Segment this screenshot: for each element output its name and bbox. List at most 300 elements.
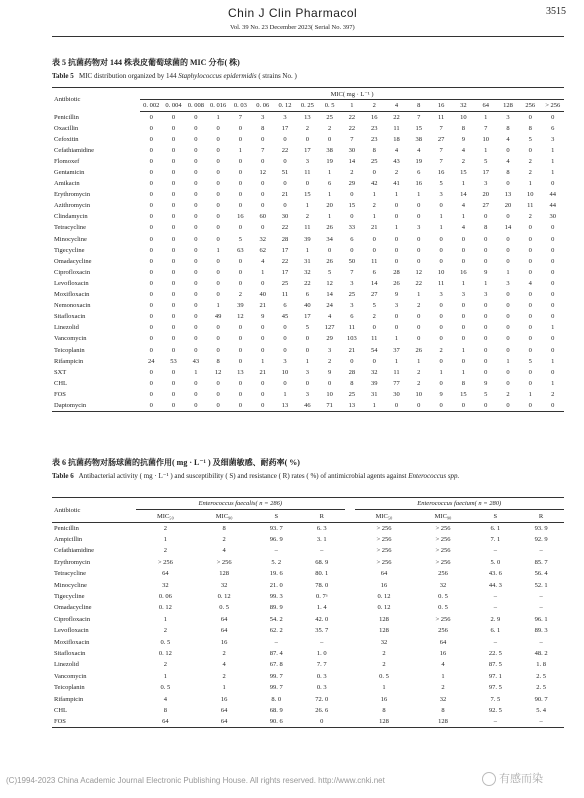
table-cell: 22 bbox=[281, 257, 289, 265]
table-cell: 0 bbox=[528, 313, 532, 321]
antibiotic-name: Minocycline bbox=[54, 235, 87, 243]
table-cell: 97. 1 bbox=[488, 672, 502, 680]
table-cell: 0 bbox=[261, 191, 265, 199]
table-cell: 0. 12 bbox=[377, 604, 391, 612]
table-cell: 0 bbox=[484, 235, 488, 243]
table-cell: 0 bbox=[238, 268, 243, 276]
table-cell: 2 bbox=[327, 124, 332, 132]
table-cell: 17 bbox=[281, 246, 289, 254]
table-cell: 64 bbox=[195, 716, 254, 727]
table-cell: 44 bbox=[549, 191, 556, 199]
table-cell: 18 bbox=[393, 135, 400, 143]
table-cell: 1 bbox=[461, 213, 466, 221]
table-cell: 87. 4 bbox=[269, 649, 283, 657]
antibiotic-name: FOS bbox=[54, 390, 66, 398]
table-cell: 6 bbox=[417, 169, 421, 177]
table-row bbox=[52, 523, 564, 534]
table-cell: 2. 5 bbox=[536, 684, 546, 692]
table-row bbox=[52, 534, 564, 545]
table-cell: 0 bbox=[551, 257, 555, 265]
table-cell: 17 bbox=[482, 169, 489, 177]
table-cell: 96. 1 bbox=[534, 615, 548, 623]
table-cell: 1 bbox=[327, 169, 332, 177]
table-cell: 0 bbox=[417, 246, 421, 254]
antibiotic-name: Vancomycin bbox=[54, 672, 87, 680]
table-cell: 9 bbox=[484, 379, 488, 387]
table-cell: > 256 bbox=[435, 558, 451, 566]
table5-caption-en bbox=[52, 71, 564, 81]
table-cell: 0. 5 bbox=[438, 604, 448, 612]
table-cell: 8 bbox=[216, 357, 220, 365]
table-cell: 0 bbox=[528, 291, 532, 299]
table-cell: 0 bbox=[305, 180, 309, 188]
table-cell: 78. 0 bbox=[315, 581, 329, 589]
table-cell: 85. 7 bbox=[534, 558, 548, 566]
table-cell: 1 bbox=[551, 379, 555, 387]
table-cell: 35. 7 bbox=[315, 627, 329, 635]
table-cell: 11 bbox=[393, 368, 400, 376]
table-cell: > 256 bbox=[376, 536, 392, 544]
table-cell: 64 bbox=[136, 716, 195, 727]
table-cell: 49 bbox=[214, 313, 222, 321]
table-cell: 12 bbox=[259, 169, 266, 177]
antibiotic-name: Cefathiamidine bbox=[54, 146, 95, 154]
table-cell: 0 bbox=[497, 400, 519, 411]
copyright-footer: (C)1994-2023 China Academic Journal Electronic Publishing House. All rights reserved. http://www.cnki.net bbox=[6, 776, 385, 785]
table-cell: 0 bbox=[461, 357, 466, 365]
antibiotic-name: Ampicillin bbox=[54, 536, 83, 544]
table-cell: 38 bbox=[415, 135, 423, 143]
table-cell: 0 bbox=[417, 235, 421, 243]
table-cell: 1 bbox=[484, 146, 488, 154]
table-cell: 39 bbox=[304, 235, 311, 243]
table-cell: 0 bbox=[484, 302, 488, 310]
table-cell: 89. 3 bbox=[534, 627, 548, 635]
table-cell: 0 bbox=[216, 202, 220, 210]
table-cell: 0 bbox=[551, 246, 555, 254]
table-cell: 4 bbox=[394, 146, 399, 154]
table-cell: 0. 5 bbox=[438, 593, 448, 601]
table-cell: 1 bbox=[461, 368, 466, 376]
table-cell: 0 bbox=[149, 313, 153, 321]
table-cell: 11 bbox=[304, 224, 311, 232]
table-cell: 4 bbox=[222, 661, 226, 669]
table5-mic-col: 8 bbox=[408, 100, 430, 112]
table6-subcol: MIC₅₀ bbox=[136, 510, 195, 523]
table-cell: 8 bbox=[441, 706, 445, 714]
table-cell: – bbox=[518, 716, 564, 727]
table5-label: Table 5 bbox=[52, 72, 74, 80]
table-cell: 7 bbox=[350, 268, 354, 276]
table-row bbox=[52, 145, 564, 156]
table-cell: 1 bbox=[506, 268, 510, 276]
table-cell: 12 bbox=[237, 313, 244, 321]
table-cell: 0 bbox=[394, 202, 399, 210]
table-cell: 10 bbox=[460, 113, 467, 121]
table-cell: 0 bbox=[305, 379, 309, 387]
table-row bbox=[52, 156, 564, 167]
table5-mic-col: 0. 004 bbox=[162, 100, 184, 112]
table-cell: 0 bbox=[194, 246, 198, 254]
table-cell: 40 bbox=[259, 291, 266, 299]
table6-caption-cn: 表 6 抗菌药物对肠球菌的抗菌作用( mg · L⁻¹ ) 及细菌敏感、耐药率( %) bbox=[52, 458, 300, 467]
table-cell: – bbox=[320, 638, 324, 646]
table-cell: 52. 1 bbox=[534, 581, 548, 589]
antibiotic-name: Amikacin bbox=[54, 180, 80, 188]
table-row bbox=[52, 693, 564, 704]
table-cell: 0 bbox=[528, 257, 532, 265]
table-cell: 9 bbox=[327, 368, 332, 376]
table-row bbox=[52, 167, 564, 178]
table-cell: 2 bbox=[163, 524, 168, 532]
table-cell: 0 bbox=[194, 279, 198, 287]
table-cell: 32 bbox=[259, 235, 266, 243]
table6-subcol: R bbox=[518, 510, 564, 523]
table-row bbox=[52, 356, 564, 367]
table-cell: 27 bbox=[370, 291, 378, 299]
table-cell: 0 bbox=[216, 291, 220, 299]
table-cell: 0 bbox=[439, 379, 443, 387]
table5-caption-text: MIC distribution organized by 144 bbox=[78, 72, 177, 80]
table-cell: 128 bbox=[219, 570, 230, 578]
antibiotic-name: Ciprofloxacin bbox=[54, 615, 91, 623]
table-cell: > 256 bbox=[435, 615, 451, 623]
table-cell: 0 bbox=[261, 324, 265, 332]
table-row bbox=[52, 636, 564, 647]
table-cell: 1 bbox=[216, 113, 220, 121]
table-cell: 9 bbox=[461, 135, 466, 143]
table-cell: 0 bbox=[283, 346, 287, 354]
table5-col-antibiotic: Antibiotic bbox=[52, 88, 140, 112]
table-cell: 11 bbox=[281, 291, 289, 299]
table-cell: 31 bbox=[370, 390, 378, 398]
table-cell: 1 bbox=[238, 146, 243, 154]
table-cell: 14 bbox=[504, 224, 512, 232]
table-cell: 26 bbox=[326, 224, 333, 232]
table-cell: 0 bbox=[149, 135, 153, 143]
table-cell: 0 bbox=[484, 346, 488, 354]
antibiotic-name: Tetracycline bbox=[54, 224, 87, 232]
table-cell: 0 bbox=[283, 324, 287, 332]
table-cell: 0 bbox=[372, 246, 376, 254]
table-cell: 0 bbox=[194, 390, 198, 398]
table-cell: 256 bbox=[438, 570, 448, 578]
table-cell: 0 bbox=[417, 202, 421, 210]
table-cell: 0. 5 bbox=[379, 672, 389, 680]
antibiotic-name: Omadacycline bbox=[54, 257, 92, 265]
table-cell: 0 bbox=[171, 135, 176, 143]
table-cell: 0 bbox=[216, 346, 220, 354]
table-cell: 6. 1 bbox=[490, 627, 501, 635]
table-cell: 17 bbox=[281, 124, 289, 132]
table-cell: 0 bbox=[350, 246, 354, 254]
table-cell: 30 bbox=[549, 213, 556, 221]
antibiotic-name: Daptomycin bbox=[52, 400, 140, 411]
table-cell: 0 bbox=[149, 169, 153, 177]
table-cell: 2 bbox=[222, 672, 226, 680]
table-cell: 5 bbox=[484, 390, 488, 398]
table-cell: 0 bbox=[261, 379, 265, 387]
table-cell: 0 bbox=[171, 157, 176, 165]
table-cell: 60 bbox=[259, 213, 266, 221]
table-cell: 0. 12 bbox=[158, 604, 172, 612]
antibiotic-name: Erythromycin bbox=[54, 558, 91, 566]
table-cell: 0 bbox=[283, 335, 287, 343]
table-cell: 0 bbox=[238, 257, 243, 265]
table-cell: 0. 12 bbox=[377, 593, 391, 601]
table6-subcol: S bbox=[473, 510, 519, 523]
table-cell: 16 bbox=[370, 113, 378, 121]
table-cell: 13 bbox=[504, 191, 512, 199]
table-cell: 2 bbox=[551, 390, 555, 398]
antibiotic-name: Gentamicin bbox=[54, 169, 85, 177]
table-cell: 3. 1 bbox=[316, 536, 327, 544]
table-cell: 71 bbox=[318, 400, 340, 411]
table-cell: 0 bbox=[506, 180, 510, 188]
table-cell: 2 bbox=[327, 357, 332, 365]
table-cell: 3 bbox=[484, 291, 488, 299]
table-cell: 8 bbox=[222, 524, 226, 532]
table-cell: 0 bbox=[261, 224, 265, 232]
table-cell: 27 bbox=[482, 202, 489, 210]
table-cell: 0 bbox=[252, 400, 274, 411]
antibiotic-name: Cefathiamidine bbox=[54, 547, 95, 555]
table-cell: 20 bbox=[326, 202, 333, 210]
table-cell: 2 bbox=[222, 536, 226, 544]
table-cell: 12 bbox=[415, 268, 423, 276]
table-cell: 2 bbox=[163, 661, 168, 669]
table-cell: 0 bbox=[238, 279, 243, 287]
table-cell: 1. 8 bbox=[536, 661, 546, 669]
table-cell: 11 bbox=[393, 124, 400, 132]
table5-caption-cn: 表 5 抗菌药物对 144 株表皮葡萄球菌的 MIC 分布( 株) bbox=[52, 58, 240, 67]
table-cell: 0 bbox=[506, 302, 510, 310]
table-cell: 0. 5 bbox=[160, 684, 171, 692]
table-cell: 23 bbox=[370, 135, 378, 143]
table-cell: 0 bbox=[551, 313, 555, 321]
table-cell: 0 bbox=[394, 235, 399, 243]
table-cell: 0 bbox=[417, 257, 421, 265]
table-cell: > 256 bbox=[376, 558, 392, 566]
table-cell: 0 bbox=[417, 213, 421, 221]
table-cell: 15 bbox=[460, 169, 467, 177]
table-cell: 0 bbox=[506, 313, 510, 321]
table-cell: 4 bbox=[461, 224, 466, 232]
table-cell: 46 bbox=[296, 400, 318, 411]
table-cell: 1 bbox=[382, 684, 386, 692]
table-cell: 10 bbox=[482, 135, 489, 143]
table-cell: 28 bbox=[393, 268, 400, 276]
table-cell: 0 bbox=[385, 400, 407, 411]
table-cell: 1 bbox=[163, 536, 168, 544]
table-cell: 21 bbox=[281, 191, 289, 199]
table-cell: 9 bbox=[394, 291, 399, 299]
table-cell: 1 bbox=[305, 202, 309, 210]
table-cell: 43 bbox=[192, 357, 200, 365]
table-cell: 92. 9 bbox=[534, 536, 548, 544]
table-cell: 27 bbox=[437, 135, 445, 143]
table-cell: 54. 2 bbox=[269, 615, 283, 623]
table-cell: – bbox=[493, 638, 497, 646]
table-cell: 5 bbox=[528, 357, 532, 365]
table-cell: 1 bbox=[551, 169, 555, 177]
table-cell: 87. 5 bbox=[488, 661, 502, 669]
table-cell: 0 bbox=[216, 268, 220, 276]
table-row bbox=[52, 545, 564, 556]
table-cell: 0 bbox=[216, 146, 220, 154]
table-cell: 1 bbox=[461, 346, 466, 354]
table-cell: 0 bbox=[305, 135, 309, 143]
table-cell: 0 bbox=[417, 324, 421, 332]
table-cell: 0 bbox=[551, 268, 555, 276]
table-cell: 0 bbox=[327, 135, 332, 143]
table-cell: 43. 6 bbox=[488, 570, 502, 578]
table5-mic-col: 0. 25 bbox=[296, 100, 318, 112]
table-cell: 43 bbox=[393, 157, 400, 165]
journal-title: Chin J Clin Pharmacol bbox=[228, 6, 358, 20]
table-cell: 0 bbox=[506, 235, 510, 243]
table-cell: 0 bbox=[149, 291, 153, 299]
table-cell: 0. 12 bbox=[217, 593, 231, 601]
table-cell: 0 bbox=[551, 335, 555, 343]
table-cell: 0 bbox=[171, 257, 176, 265]
table-cell: 1 bbox=[261, 268, 265, 276]
antibiotic-name: Cefoxitin bbox=[54, 135, 79, 143]
table-cell: 0 bbox=[171, 313, 176, 321]
table-cell: 0 bbox=[238, 346, 243, 354]
table-cell: 11 bbox=[437, 113, 445, 121]
table-cell: 0 bbox=[417, 335, 421, 343]
table-cell: 1 bbox=[441, 672, 445, 680]
table-cell: 0 bbox=[149, 157, 153, 165]
antibiotic-name: Ciprofloxacin bbox=[54, 268, 91, 276]
table-cell: 0 bbox=[528, 368, 532, 376]
table-cell: 0 bbox=[149, 335, 153, 343]
table-cell: 0 bbox=[171, 368, 176, 376]
table-cell: 0 bbox=[194, 135, 198, 143]
table-cell: 0 bbox=[140, 400, 162, 411]
table-cell: 21 bbox=[259, 368, 266, 376]
table5-mic-col: 1 bbox=[341, 100, 363, 112]
table-row bbox=[52, 671, 564, 682]
antibiotic-name: Rifampicin bbox=[54, 357, 84, 365]
table-cell: 0 bbox=[216, 224, 220, 232]
table-cell: 10 bbox=[415, 390, 423, 398]
table-cell: 0 bbox=[475, 400, 497, 411]
table6-caption-species: Enterococcus spp. bbox=[408, 472, 460, 480]
table-cell: – bbox=[539, 593, 543, 601]
table-cell: 0 bbox=[238, 169, 243, 177]
table-cell: 0 bbox=[171, 279, 176, 287]
table-cell: > 256 bbox=[435, 547, 451, 555]
table-cell: 25 bbox=[326, 113, 333, 121]
table-cell: 28 bbox=[348, 368, 356, 376]
table-cell: 0 bbox=[283, 202, 287, 210]
table-cell: 8 bbox=[506, 124, 510, 132]
table-cell: 0 bbox=[439, 302, 443, 310]
table-cell: 0 bbox=[541, 400, 564, 411]
table-cell: 0 bbox=[171, 191, 176, 199]
table5-caption-species: Staphylococcus epidermidis bbox=[178, 72, 257, 80]
table-cell: 29 bbox=[326, 335, 333, 343]
table-cell: 17 bbox=[281, 268, 289, 276]
antibiotic-name: Omadacycline bbox=[54, 604, 92, 612]
table-cell: 1 bbox=[327, 191, 332, 199]
table-cell: 0 bbox=[171, 224, 176, 232]
table-cell: 68. 9 bbox=[269, 706, 283, 714]
table-cell: 1 bbox=[551, 324, 555, 332]
table-cell: 19. 6 bbox=[269, 570, 283, 578]
table-row bbox=[52, 123, 564, 134]
table-cell: 2 bbox=[417, 302, 421, 310]
antibiotic-name: Moxifloxacin bbox=[54, 291, 90, 299]
table-cell: 0 bbox=[216, 135, 220, 143]
antibiotic-name: Clindamycin bbox=[54, 213, 88, 221]
table-cell: 0 bbox=[261, 346, 265, 354]
table-cell: 0 bbox=[171, 124, 176, 132]
antibiotic-name: Sitafloxacin bbox=[54, 649, 86, 657]
table-row bbox=[52, 134, 564, 145]
table-cell: 63 bbox=[237, 246, 244, 254]
antibiotic-name: CHL bbox=[54, 706, 67, 714]
table-cell: 2 bbox=[394, 169, 399, 177]
table-cell: 22 bbox=[348, 124, 356, 132]
table-cell: 25 bbox=[370, 157, 378, 165]
table-cell: 4 bbox=[506, 157, 510, 165]
table-row bbox=[52, 568, 564, 579]
table-cell: 0 bbox=[551, 291, 555, 299]
table-cell: 0 bbox=[261, 335, 265, 343]
table-cell: 51 bbox=[281, 169, 289, 177]
table-cell: 33 bbox=[348, 224, 356, 232]
table-cell: 9 bbox=[484, 268, 488, 276]
table-cell: 0 bbox=[506, 379, 510, 387]
table5-mic-col: 128 bbox=[497, 100, 519, 112]
table-cell: 80. 1 bbox=[315, 570, 329, 578]
table-cell: 1 bbox=[461, 279, 466, 287]
table-cell: 8 bbox=[382, 706, 386, 714]
table-cell: 1 bbox=[439, 213, 443, 221]
table-cell: 1 bbox=[222, 684, 226, 692]
table-cell: 56. 4 bbox=[534, 570, 548, 578]
table-cell: 0 bbox=[350, 213, 354, 221]
antibiotic-name: Erythromycin bbox=[54, 191, 91, 199]
table-row bbox=[52, 322, 564, 333]
table-cell: 7 bbox=[484, 124, 488, 132]
table-cell: 0 bbox=[551, 302, 555, 310]
table-cell: 0 bbox=[506, 213, 510, 221]
table-cell: 25 bbox=[348, 390, 356, 398]
table-cell: 0 bbox=[261, 390, 265, 398]
table-cell: 6 bbox=[305, 291, 309, 299]
table-cell: 0 bbox=[194, 224, 198, 232]
table-cell: 0 bbox=[394, 257, 399, 265]
table-cell: 0 bbox=[171, 291, 176, 299]
table-cell: 128 bbox=[379, 627, 389, 635]
table-cell: 0 bbox=[484, 313, 488, 321]
table-cell: 0. 3 bbox=[316, 684, 327, 692]
table-row bbox=[52, 289, 564, 300]
table-cell: 64 bbox=[439, 638, 447, 646]
table-cell: 0 bbox=[149, 180, 153, 188]
table-cell: 3 bbox=[283, 113, 287, 121]
table-cell: 1 bbox=[484, 113, 488, 121]
table-cell: 0 bbox=[194, 379, 198, 387]
table-cell: 128 bbox=[355, 716, 414, 727]
table-cell: 1 bbox=[363, 400, 385, 411]
table-cell: 0 bbox=[261, 279, 265, 287]
table-cell: 1 bbox=[506, 357, 510, 365]
